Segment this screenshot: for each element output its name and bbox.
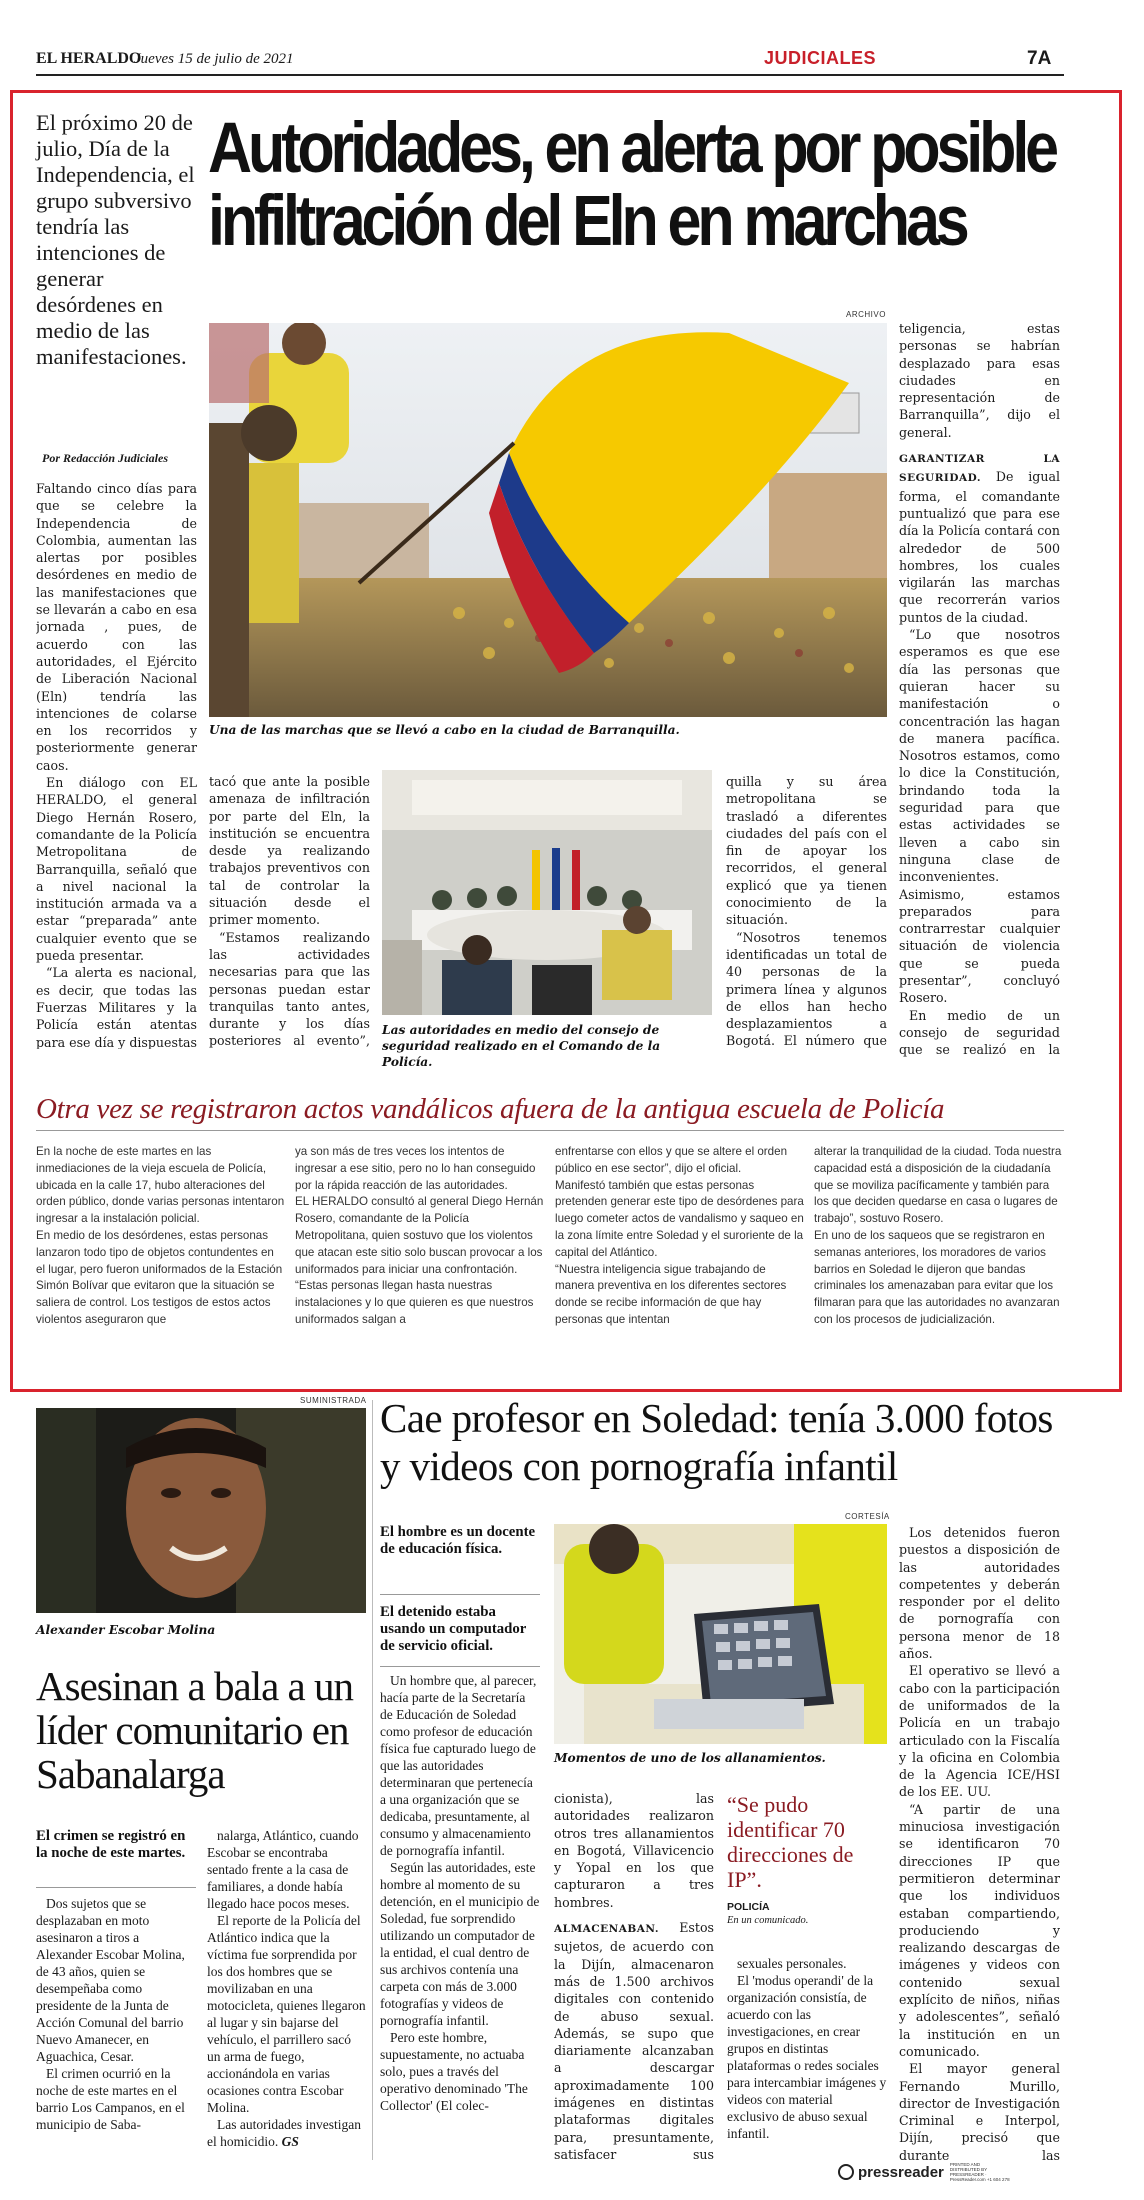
- lead-col1-p1: Faltando cinco días para que se celebre la Independencia de Colombia, aumentan las alertas por posibles desórdenes en medio de las manifestaciones que se llevarán a cabo en esa jornada , pues, de acuerdo con las autoridades, el Ejército de Liberación Nacional (Eln) tendría las intenciones de colarse en los recorridos y posteriormente generar caos.: [36, 481, 197, 773]
- pressreader-badge: [838, 2160, 1064, 2184]
- teacher-subhead-2: El detenido estaba usando un computador de servicio oficial.: [380, 1604, 527, 1654]
- teacher-col4-p4: El mayor general Fernando Murillo, director de Investigación Criminal e Interpol, Dijín, precisó que durante las: [899, 2061, 1060, 2163]
- teacher-subhead-1: El hombre es un docente de educación física.: [380, 1524, 536, 1557]
- council-photo-caption: Las autoridades en medio del consejo de seguridad realizado en el Comando de la Policía.: [382, 1023, 661, 1069]
- lead-col1-p2: En diálogo con EL HERALDO, el general Diego Hernán Rosero, comandante de la Policía Metropolitana de Barranquilla, señaló que a nivel nacional la institución armada va a estar “preparada” ante cualquier evento que se pueda presentar.: [36, 775, 197, 964]
- lead-col-1: [36, 480, 197, 1049]
- side-col-2: ya son más de tres veces los intentos de ingresar a ese sitio, pero no lo han conseguido por la rápida reacción de las autoridades. EL HERALDO consultó al general Diego Hernán Rosero, comandante de la Policía Metropolitana, quien sostuvo que los violentos que atacan este sitio solo buscan provocar a los uniformados para iniciar una confrontación. “Estas personas llegan hasta nuestras instalaciones y lo que quieren es que nuestros uniformados salgan a: [295, 1145, 544, 1326]
- murder-col2-p3: [207, 2116, 367, 2150]
- lead-col-4: [899, 320, 1060, 1060]
- teacher-col1-p2: Según las autoridades, este hombre al momento de su detención, en el municipio de Soledad, fue sorprendido utilizando un computador de la entidad, el cual dentro de sus archivos contenía una carpeta con más de 3.000 fotografías y videos de pornografía infantil.: [380, 1860, 540, 2028]
- teacher-col3-p2: El 'modus operandi' de la organización consistía, de acuerdo con las investigaciones, en crear grupos en distintas plataformas o redes sociales para intercambiar imágenes y videos con material exclusivo de abuso sexual infantil.: [727, 1973, 887, 2141]
- murder-subhead-rule: [36, 1887, 196, 1888]
- teacher-col-4: [899, 1524, 1060, 2164]
- bottom-vertical-rule: [372, 1400, 373, 2160]
- lead-photo-credit: ARCHIVO: [846, 310, 886, 319]
- lead-byline: Por Redacción Judiciales: [42, 451, 168, 465]
- teacher-headline: Cae profesor en Soledad: tenía 3.000 fotos y videos con pornografía infantil: [380, 1395, 1053, 1489]
- raid-photo: [554, 1524, 887, 1744]
- teacher-col3-p1: sexuales personales.: [737, 1956, 847, 1971]
- teacher-subhead-rule-2: [380, 1666, 540, 1667]
- teacher-col4-p2: El operativo se llevó a cabo con la participación de uniformados de la Policía en un trabajo articulado con la Fiscalía y la oficina en Colombia de la Agencia ICE/HSI de los EE. UU.: [899, 1663, 1060, 1800]
- victim-photo: [36, 1408, 366, 1613]
- paper-name: EL HERALDO: [36, 50, 142, 67]
- lead-intro: El próximo 20 de julio, Día de la Independencia, el grupo subversivo tendría las intenciones de generar desórdenes en medio de las manifestaciones.: [36, 110, 195, 369]
- pressreader-brand: pressreader: [858, 2163, 944, 2181]
- murder-col2-p1: nalarga, Atlántico, cuando Escobar se encontraba sentado frente a la casa de familiares, a donde había llegado hace pocos meses.: [207, 1828, 359, 1911]
- lead-col-2: [209, 773, 370, 1051]
- raid-photo-caption: Momentos de uno de los allanamientos.: [554, 1751, 826, 1765]
- teacher-col2-subpara: [554, 1919, 714, 2162]
- lead-col4-subpara: [899, 449, 1060, 626]
- teacher-col4-p1: Los detenidos fueron puestos a disposición de las autoridades competentes y deberán responder por el delito de pornografía con persona menor de 18 años.: [899, 1525, 1060, 1662]
- teacher-col4-p3: “A partir de una minuciosa investigación se identificaron 70 direcciones IP que permitieron determinar que los individuos estaban compartiendo, produciendo y realizando descargas de imágenes y videos con contenido sexual explícito de niños, niñas y adolescentes”, señaló la institución en un comunicado.: [899, 1801, 1060, 2059]
- lead-col4-p2: De igual forma, el comandante puntualizó que para ese día la Policía contará con alrededor de 500 hombres, los cuales vigilarán las marchas que recorrerán varios puntos de la ciudad.: [899, 469, 1060, 625]
- lead-headline: Autoridades, en alerta por posible infiltración del Eln en marchas: [208, 109, 1055, 261]
- teacher-photo-credit: CORTESÍA: [845, 1512, 890, 1521]
- murder-photo-credit: SUMINISTRADA: [300, 1396, 367, 1405]
- murder-signature: GS: [281, 2134, 299, 2149]
- lead-col1-p3: “La alerta es nacional, es decir, que todas las Fuerzas Militares y la Policía están atentas para ese día y dispuestas: [36, 965, 197, 1049]
- pull-quote-source: POLICÍA: [727, 1901, 770, 1913]
- lead-col4-p1: teligencia, estas personas se habrían desplazado para esas ciudades en representación de Barranquilla”, dijo el general.: [899, 321, 1060, 440]
- lead-col2-p1: tacó que ante la posible amenaza de infiltración por parte del Eln, la institución se encuentra desde ya realizando trabajos preventivos con tal de controlar la situación desde el primer momento.: [209, 774, 370, 928]
- side-col-3: enfrentarse con ellos y que se altere el orden público en ese sector”, dijo el oficial. Manifestó también que estas personas pretenden generar este tipo de desórdenes para luego cometer actos de vandalismo y saqueo en la zona límite entre Soledad y el suroriente de la capital del Atlántico. “Nuestra inteligencia sigue trabajando de manera preventiva en los diferentes sectores donde se recibe información de que hay personas que intentan: [555, 1145, 804, 1326]
- victim-photo-caption: Alexander Escobar Molina: [36, 1623, 216, 1637]
- murder-headline: Asesinan a bala a un líder comunitario en Sabanalarga: [36, 1663, 353, 1797]
- victim-photo-image: [36, 1408, 366, 1613]
- issue-date: Jueves 15 de julio de 2021: [134, 51, 294, 67]
- council-photo: [382, 770, 712, 1015]
- lead-col3-p1: quilla y su área metropolitana se trasladó a diferentes ciudades del país con el fin de apoyar los recorridos, el general explicó que ya tienen conocimiento de la situación.: [726, 774, 887, 928]
- pressreader-notice: PRINTED AND DISTRIBUTED BY PRESSREADER · PressReader.com +1 604 278: [949, 2162, 1010, 2182]
- teacher-col-2: [554, 1790, 714, 2162]
- pull-quote-note: En un comunicado.: [727, 1915, 809, 1926]
- murder-col-1: [36, 1895, 196, 2157]
- page-header: [36, 48, 1064, 72]
- section-name: JUDICIALES: [764, 48, 877, 68]
- lead-col-3: [726, 773, 887, 1051]
- march-photo-image: [209, 323, 887, 717]
- lead-col3-p2: “Nosotros tenemos identificadas un total de 40 personas de la primera línea y algunos de ellos han hecho desplazamientos a Bogotá. El número que: [726, 929, 887, 1049]
- pressreader-logo-icon: [838, 2164, 854, 2180]
- side-col-1: En la noche de este martes en las inmediaciones de la vieja escuela de Policía, ubicada en la calle 17, hubo alteraciones del orden público, donde varias personas intentaron ingresar a la instalación policial. En medio de los desórdenes, estas personas lanzaron todo tipo de objetos contundentes en el lugar, pero fueron uniformados de la Estación Simón Bolívar que evitaron que la situación se saliera de control. Los testigos de estos actos violentos aseguraron que: [36, 1145, 285, 1326]
- murder-col2-p3-text: Las autoridades investigan el homicidio.: [207, 2117, 361, 2149]
- lead-col2-p2: “Estamos realizando las actividades necesarias para que las personas puedan estar tranquilas tanto antes, durante y los días posteriores al evento”,: [209, 929, 370, 1049]
- teacher-subhead-rule-1: [380, 1594, 540, 1595]
- march-photo-caption: Una de las marchas que se llevó a cabo en la ciudad de Barranquilla.: [209, 723, 680, 737]
- teacher-col-3: [727, 1955, 887, 2163]
- murder-col1-p1: Dos sujetos que se desplazaban en moto asesinaron a tiros a Alexander Escobar Molina, de 43 años, quien se desempeñaba como presidente de la Junta de Acción Comunal del barrio Nuevo Amanecer, en Aguachica, Cesar.: [36, 1896, 185, 2064]
- teacher-col2-p1: cionista), las autoridades realizaron otros tres allanamientos en Bogotá, Villavicencio y Yopal en los que capturaron a tres hombres.: [554, 1791, 714, 1910]
- murder-subhead: El crimen se registró en la noche de este martes.: [36, 1828, 186, 1861]
- raid-photo-image: [554, 1524, 887, 1744]
- murder-col-2: [207, 1827, 367, 2157]
- march-photo: [209, 323, 887, 717]
- murder-col2-p2: El reporte de la Policía del Atlántico indica que la víctima fue sorprendida por los dos hombres que se movilizaban en una motocicleta, quienes llegaron al lugar y sin bajarse del vehículo, el parrillero sacó un arma de fuego, accionándola en varias ocasiones contra Escobar Molina.: [207, 1913, 366, 2115]
- teacher-col-1: [380, 1672, 540, 2162]
- lead-col4-subhead: GARANTIZAR LA SEGURIDAD.: [899, 453, 1060, 485]
- teacher-col1-p3: Pero este hombre, supuestamente, no actuaba solo, pues a través del operativo denominado 'The Collector' (El colec-: [380, 2030, 528, 2113]
- teacher-col2-subhead: ALMACENABAN.: [554, 1923, 660, 1936]
- pull-quote: “Se pudo identificar 70 direcciones de IP”.: [727, 1792, 854, 1892]
- header-rule: [36, 74, 1064, 76]
- lead-col4-p3: “Lo que nosotros esperamos es que ese día las personas que quieran hacer su manifestación o concentración las hagan de manera pacífica. Nosotros estamos, como lo dice la Constitución, brindando toda la seguridad para que estas actividades se lleven a cabo sin ninguna clase de inconvenientes. Asimismo, estamos preparados para contrarrestar cualquier situación de violencia que se pueda presentar”, concluyó Rosero.: [899, 627, 1060, 1006]
- side-headline: Otra vez se registraron actos vandálicos afuera de la antigua escuela de Policía: [36, 1093, 945, 1125]
- lead-col4-p4: En medio de un consejo de seguridad que se realizó en la: [899, 1007, 1060, 1058]
- side-col-4: alterar la tranquilidad de la ciudad. Toda nuestra capacidad está a disposición de la ciudadanía que se moviliza pacíficamente y también para los que deciden quedarse en casa o lugares de trabajo”, sostuvo Rosero. En uno de los saqueos que se registraron en semanas anteriores, los moradores de varios barrios en Soledad le dijeron que bandas criminales los amenazaban para evitar que los filmaran para que las autoridades no avanzaran con los procesos de judicialización.: [814, 1145, 1062, 1326]
- side-headline-rule: [36, 1130, 1064, 1131]
- page-number: 7A: [1027, 48, 1052, 69]
- teacher-col1-p1: Un hombre que, al parecer, hacía parte de la Secretaría de Educación de Soledad como profesor de educación física fue capturado luego de que las autoridades determinaran que pertenecía a una organización que se dedicaba, presuntamente, al consumo y almacenamiento de pornografía infantil.: [380, 1673, 537, 1858]
- council-photo-image: [382, 770, 712, 1015]
- teacher-col2-p2: Estos sujetos, de acuerdo con la Dijín, almacenaron más de 1.500 archivos digitales con contenido de abuso sexual. Además, se supo que diariamente alcanzaban a descargar aproximadamente 100 imágenes en distintas plataformas digitales para, presuntamente, satisfacer sus: [554, 1920, 714, 2162]
- murder-col1-p2: El crimen ocurrió en la noche de este martes en el barrio Los Campanos, en el municipio de Saba-: [36, 2066, 185, 2132]
